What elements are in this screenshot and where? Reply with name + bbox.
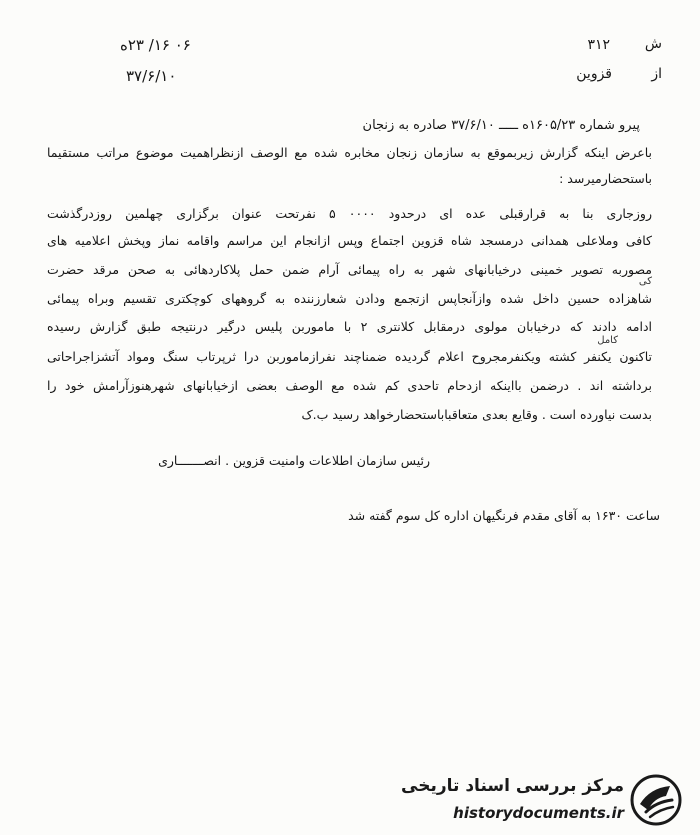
header-ref-number: ۰۶ ۱۶/ ۲۳ه	[120, 36, 191, 54]
header-number-label: ش	[644, 36, 662, 52]
subject-line: پیرو شماره ۱۶۰۵/۲۳ه ـــــ ۳۷/۶/۱۰ صادره به زنجان	[362, 118, 640, 133]
header-from-value: قزوین	[576, 66, 612, 82]
logo-url: historydocuments.ir	[453, 804, 624, 822]
intro-line-1: باعرض اینکه گزارش زیربموقع به سازمان زنجان مخابره شده مع الوصف ازنظراهمیت موضوع مراتب مستقیما	[47, 145, 652, 160]
body-line-3: مصوربه تصویر خمینی درخیابانهای شهر به راه پیمائی آرام ضمن حمل پلاکاردهائی به صحن مرقد حضرت	[47, 262, 652, 277]
body-line-7: برداشته اند . درضمن بااینکه ازدحام تاحدی کم شده مع الوصف بعضی ازخیابانهای شهرهنوزآرامش خود را	[47, 378, 652, 393]
header-from-label: از	[651, 66, 662, 82]
body-line-6: تاکنون یکنفر کشته ویکنفرمجروح اعلام گردیده ضمناچند نفرازماموربن درا ثرپرتاب سنگ ومواد آتشزاجراحاتی	[47, 349, 652, 364]
footer-note: ساعت ۱۶۳۰ به آقای مقدم فرنگیهان اداره کل سوم گفته شد	[348, 508, 660, 523]
signature-line: رئیس سازمان اطلاعات وامنیت قزوین . انصـــــــاری	[158, 453, 430, 468]
header-date: ۳۷/۶/۱۰	[126, 67, 177, 85]
body-line-8: بدست نیاورده است . وقایع بعدی متعاقباباستحضارخواهد رسید ب.ک	[301, 407, 652, 422]
body-line-2: کافی وملاعلی همدانی درمسجد شاه قزوین اجتماع وپس ازانجام این مراسم واقامه نماز وپخش اعلامیه های	[47, 233, 652, 248]
book-emblem-icon	[630, 774, 682, 826]
body-line-5: ادامه دادند که درخیابان مولوی درمقابل کلانتری ۲ با ماموربن پلیس درگیر درنتیجه طبق گزارش رسیده	[47, 319, 652, 334]
logo-title: مرکز بررسی اسناد تاریخی	[401, 776, 624, 796]
history-documents-logo	[401, 772, 686, 828]
body-line-1: روزجاری بنا به قرارقبلی عده ای درحدود ۰۰۰۰ ۵ نفرتحت عنوان برگزاری چهلمین روزدرگذشت	[47, 206, 652, 221]
intro-line-2: باستحضارمیرسد :	[559, 171, 652, 186]
header-number-value: ۳۱۲	[587, 37, 610, 53]
handwritten-insert-ky: کی	[638, 276, 652, 287]
body-line-4: شاهزاده حسین داخل شده وازآنجاپس ازتجمع ودادن شعارزننده به گروههای کوچکتری تقسیم وبراه پیمائی	[47, 291, 652, 306]
handwritten-insert-kamel: کامل	[597, 335, 618, 346]
